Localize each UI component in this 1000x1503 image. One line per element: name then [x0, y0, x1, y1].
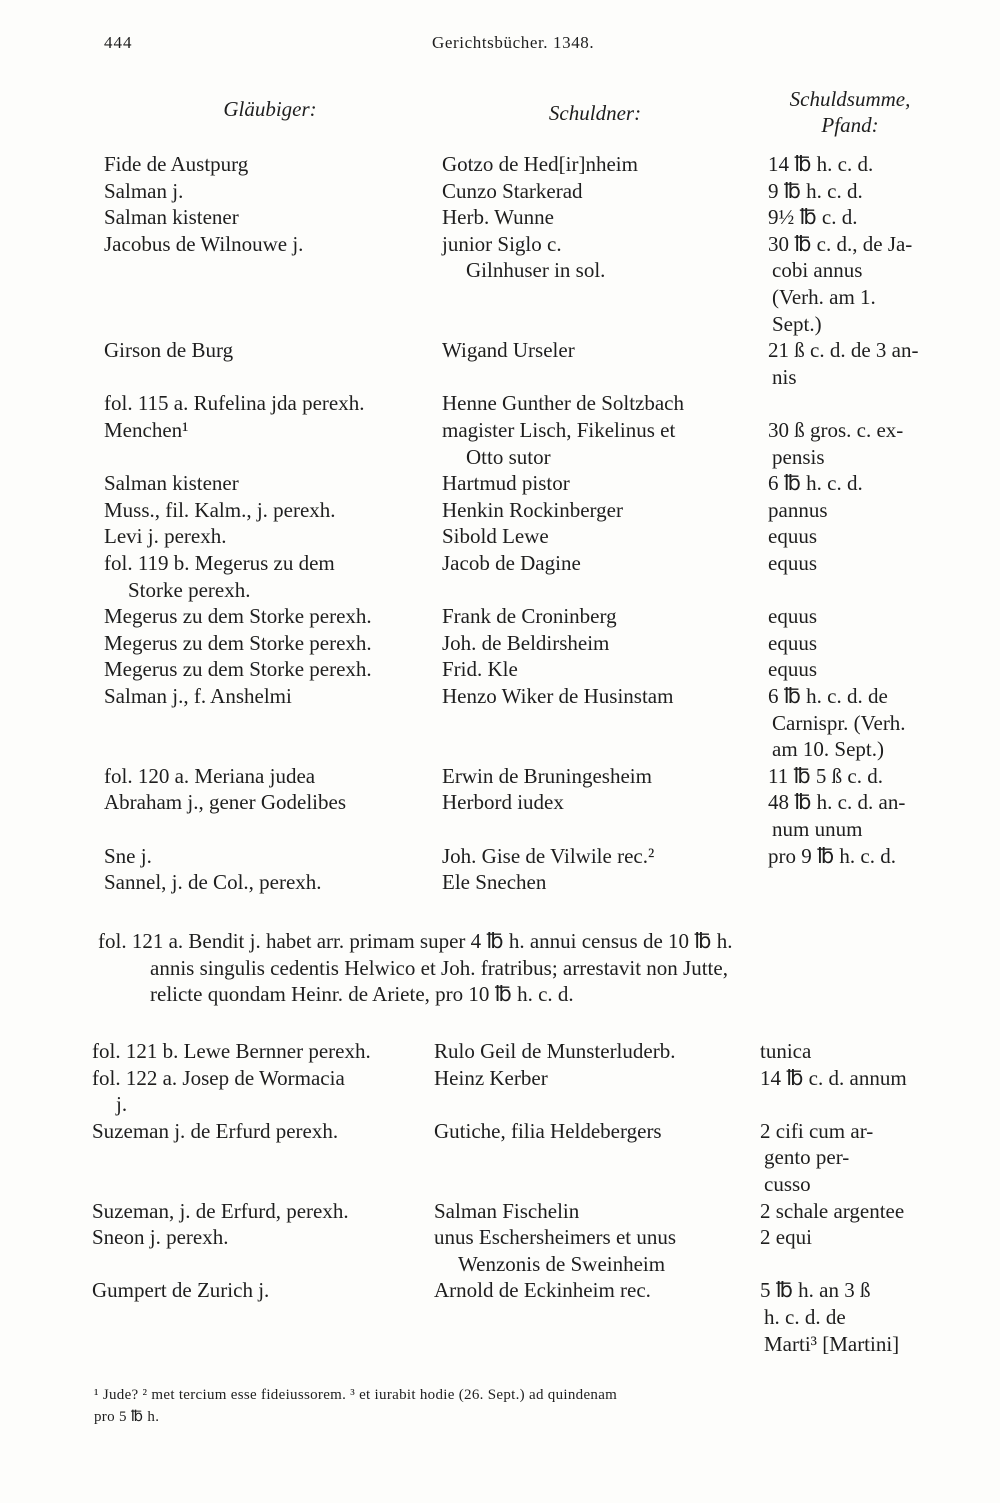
cell-line: h. c. d. de	[764, 1304, 846, 1329]
cell-line: equus	[768, 551, 817, 575]
cell-line: equus	[768, 630, 817, 655]
amount-cell	[768, 683, 953, 763]
cell-line: Girson de Burg	[104, 338, 234, 363]
cell-line: Salman kistener	[104, 205, 239, 230]
creditor-cell	[92, 1198, 412, 1225]
cell-line: Wenzonis de Sweinheim	[458, 1251, 666, 1276]
cell-line: Sannel, j. de Col., perexh.	[104, 870, 322, 895]
creditor-cell	[104, 231, 424, 258]
cell-line: 11 ℔ 5 ß c. d.	[768, 763, 883, 788]
footnote-line-1: ¹ Jude? ² met tercium esse fideiussorem. ³ et iurabit hodie (26. Sept.) ad quindenam	[94, 1387, 618, 1403]
cell-line: Gumpert de Zurich j.	[92, 1278, 270, 1303]
creditor-cell	[104, 603, 424, 630]
cell-line: Sibold Lewe	[442, 524, 549, 549]
cell-line: Carnispr. (Verh.	[772, 710, 906, 735]
amount-cell	[768, 470, 953, 497]
debtor-cell	[434, 1118, 739, 1145]
cell-line: Joh. Gise de Vilwile rec.²	[442, 843, 655, 868]
debtor-cell	[442, 630, 747, 657]
cell-line: Abraham j., gener Godelibes	[104, 790, 347, 815]
cell-line: Jacobus de Wilnouwe j.	[104, 231, 304, 256]
debtor-cell	[442, 470, 747, 497]
amount-cell	[760, 1065, 945, 1092]
cell-line: fol. 120 a. Meriana judea	[104, 763, 316, 788]
cell-line: pensis	[772, 444, 825, 469]
debtor-cell	[442, 523, 747, 550]
creditor-cell	[104, 683, 424, 710]
cell-line: 9 ℔ h. c. d.	[768, 178, 863, 203]
creditor-cell	[92, 1065, 412, 1118]
amount-cell	[768, 843, 953, 870]
cell-line: Gotzo de Hed[ir]nheim	[442, 152, 638, 176]
cell-line: Suzeman j. de Erfurd perexh.	[92, 1118, 339, 1143]
debtor-cell	[442, 869, 747, 896]
debtor-cell	[442, 337, 747, 364]
cell-line: Frank de Croninberg	[442, 604, 617, 629]
cell-line: Levi j. perexh.	[104, 524, 227, 549]
amount-cell	[760, 1038, 945, 1065]
debtor-cell	[442, 603, 747, 630]
cell-line: junior Siglo c.	[442, 231, 562, 256]
debtor-cell	[442, 763, 747, 790]
creditor-cell	[104, 550, 424, 603]
amount-cell	[768, 603, 953, 630]
cell-line: fol. 122 a. Josep de Wormacia	[92, 1065, 345, 1090]
cell-line: cobi annus	[772, 258, 863, 283]
cell-line: Henne Gunther de Soltzbach	[442, 391, 685, 416]
amount-cell	[768, 523, 953, 550]
cell-line: equus	[768, 524, 817, 549]
cell-line: num unum	[772, 816, 863, 841]
debtor-cell	[442, 843, 747, 870]
creditor-cell	[104, 763, 424, 790]
cell-line: nis	[772, 364, 797, 389]
cell-line: fol. 119 b. Megerus zu dem	[104, 551, 335, 575]
cell-line: fol. 121 b. Lewe Bernner perexh.	[92, 1039, 371, 1063]
debtor-cell	[442, 204, 747, 231]
cell-line: Sne j.	[104, 843, 152, 868]
creditor-cell	[92, 1118, 412, 1145]
cell-line: Herb. Wunne	[442, 205, 554, 230]
cell-line: Otto sutor	[466, 444, 551, 469]
column-header-amount	[770, 86, 930, 138]
cell-line: Menchen¹	[104, 418, 189, 442]
debtor-cell	[442, 789, 747, 816]
cell-line: (Verh. am 1.	[772, 284, 876, 309]
cell-line: 30 ß gros. c. ex-	[768, 418, 904, 442]
cell-line: Frid. Kle	[442, 657, 518, 682]
cell-line: gento per-	[764, 1145, 850, 1170]
creditor-cell	[104, 470, 424, 497]
creditor-cell	[92, 1277, 412, 1304]
cell-line: Henzo Wiker de Husinstam	[442, 684, 674, 708]
creditor-cell	[104, 151, 424, 178]
debtor-cell	[442, 390, 747, 417]
cell-line: Rulo Geil de Munsterluderb.	[434, 1039, 676, 1063]
cell-line: 6 ℔ h. c. d. de	[768, 684, 888, 708]
paragraph-line-1: fol. 121 a. Bendit j. habet arr. primam super 4 ℔ h. annui census de 10 ℔ h.	[98, 929, 733, 953]
amount-cell	[768, 550, 953, 577]
creditor-cell	[104, 497, 424, 524]
cell-line: 2 schale argentee	[760, 1198, 905, 1223]
cell-line: magister Lisch, Fikelinus et	[442, 418, 676, 442]
cell-line: Cunzo Starkerad	[442, 178, 583, 203]
cell-line: 2 equi	[760, 1225, 812, 1250]
amount-cell	[768, 337, 953, 390]
cell-line: Arnold de Eckinheim rec.	[434, 1278, 651, 1303]
debtor-cell	[442, 656, 747, 683]
column-header-amount-line2: Pfand:	[821, 113, 879, 137]
creditor-cell	[104, 630, 424, 657]
cell-line: Salman kistener	[104, 471, 239, 496]
cell-line: 9½ ℔ c. d.	[768, 205, 858, 230]
amount-cell	[768, 231, 953, 337]
cell-line: Heinz Kerber	[434, 1065, 548, 1090]
cell-line: Ele Snechen	[442, 870, 547, 895]
cell-line: Storke perexh.	[128, 577, 251, 602]
cell-line: 5 ℔ h. an 3 ß	[760, 1278, 871, 1303]
cell-line: 30 ℔ c. d., de Ja-	[768, 231, 913, 256]
creditor-cell	[104, 789, 424, 816]
cell-line: 6 ℔ h. c. d.	[768, 471, 863, 496]
amount-cell	[760, 1118, 945, 1198]
cell-line: Jacob de Dagine	[442, 551, 581, 575]
debtor-cell	[442, 417, 747, 470]
cell-line: tunica	[760, 1039, 812, 1063]
amount-cell	[760, 1277, 945, 1357]
amount-cell	[768, 630, 953, 657]
amount-cell	[768, 178, 953, 205]
cell-line: Muss., fil. Kalm., j. perexh.	[104, 497, 336, 522]
cell-line: unus Eschersheimers et unus	[434, 1225, 677, 1250]
debtor-cell	[442, 550, 747, 577]
cell-line: cusso	[764, 1171, 811, 1196]
amount-cell	[760, 1224, 945, 1251]
cell-line: equus	[768, 604, 817, 629]
cell-line: Sept.)	[772, 311, 822, 336]
cell-line: Hartmud pistor	[442, 471, 570, 496]
creditor-cell	[104, 178, 424, 205]
cell-line: fol. 115 a. Rufelina jda perexh.	[104, 391, 365, 416]
cell-line: Fide de Austpurg	[104, 152, 249, 176]
debtor-cell	[434, 1038, 739, 1065]
column-header-amount-line1: Schuldsumme,	[789, 87, 911, 111]
amount-cell	[768, 656, 953, 683]
cell-line: Sneon j. perexh.	[92, 1225, 229, 1250]
page-number: 444	[104, 33, 133, 52]
creditor-cell	[104, 204, 424, 231]
cell-line: am 10. Sept.)	[772, 737, 884, 762]
footnotes	[94, 1384, 944, 1428]
cell-line: 2 cifi cum ar-	[760, 1118, 874, 1143]
cell-line: Gilnhuser in sol.	[466, 258, 606, 283]
amount-cell	[760, 1198, 945, 1225]
creditor-cell	[92, 1038, 412, 1065]
entry-paragraph	[98, 928, 948, 1008]
cell-line: Wigand Urseler	[442, 338, 575, 363]
creditor-cell	[104, 523, 424, 550]
creditor-cell	[104, 337, 424, 364]
cell-line: Salman j., f. Anshelmi	[104, 684, 292, 708]
running-title: Gerichtsbücher. 1348.	[432, 33, 595, 52]
debtor-cell	[442, 683, 747, 710]
cell-line: pro 9 ℔ h. c. d.	[768, 843, 896, 868]
debtor-cell	[442, 178, 747, 205]
cell-line: Megerus zu dem Storke perexh.	[104, 657, 372, 682]
column-header-debtor: Schuldner:	[548, 101, 642, 125]
amount-cell	[768, 763, 953, 790]
paragraph-line-3: relicte quondam Heinr. de Ariete, pro 10 ℔ h. c. d.	[150, 982, 574, 1007]
cell-line: 14 ℔ h. c. d.	[768, 152, 874, 176]
debtor-cell	[434, 1224, 739, 1277]
amount-cell	[768, 417, 953, 470]
creditor-cell	[104, 656, 424, 683]
paragraph-line-2: annis singulis cedentis Helwico et Joh. fratribus; arrestavit non Jutte,	[150, 955, 728, 980]
cell-line: equus	[768, 657, 817, 682]
creditor-cell	[104, 390, 424, 417]
cell-line: Marti³ [Martini]	[764, 1331, 900, 1356]
column-header-creditor: Gläubiger:	[223, 97, 317, 121]
debtor-cell	[434, 1277, 739, 1304]
creditor-cell	[104, 869, 424, 896]
cell-line: Henkin Rockinberger	[442, 497, 623, 522]
footnote-line-2: pro 5 ℔ h.	[94, 1409, 160, 1425]
debtor-cell	[442, 231, 747, 284]
cell-line: 14 ℔ c. d. annum	[760, 1065, 907, 1090]
cell-line: Gutiche, filia Heldebergers	[434, 1118, 662, 1143]
cell-line: Suzeman, j. de Erfurd, perexh.	[92, 1198, 349, 1223]
debtor-cell	[442, 151, 747, 178]
cell-line: Megerus zu dem Storke perexh.	[104, 604, 372, 629]
creditor-cell	[92, 1224, 412, 1251]
cell-line: Megerus zu dem Storke perexh.	[104, 630, 372, 655]
cell-line: Joh. de Beldirsheim	[442, 630, 610, 655]
amount-cell	[768, 789, 953, 842]
cell-line: 48 ℔ h. c. d. an-	[768, 790, 906, 815]
cell-line: Salman Fischelin	[434, 1198, 580, 1223]
debtor-cell	[442, 497, 747, 524]
cell-line: Erwin de Bruningesheim	[442, 763, 652, 788]
cell-line: j.	[116, 1092, 128, 1117]
creditor-cell	[104, 843, 424, 870]
debtor-cell	[434, 1198, 739, 1225]
debtor-cell	[434, 1065, 739, 1092]
amount-cell	[768, 497, 953, 524]
cell-line: Salman j.	[104, 178, 184, 203]
amount-cell	[768, 151, 953, 178]
amount-cell	[768, 204, 953, 231]
cell-line: Herbord iudex	[442, 790, 564, 815]
creditor-cell	[104, 417, 424, 444]
cell-line: 21 ß c. d. de 3 an-	[768, 338, 919, 363]
cell-line: pannus	[768, 497, 828, 522]
